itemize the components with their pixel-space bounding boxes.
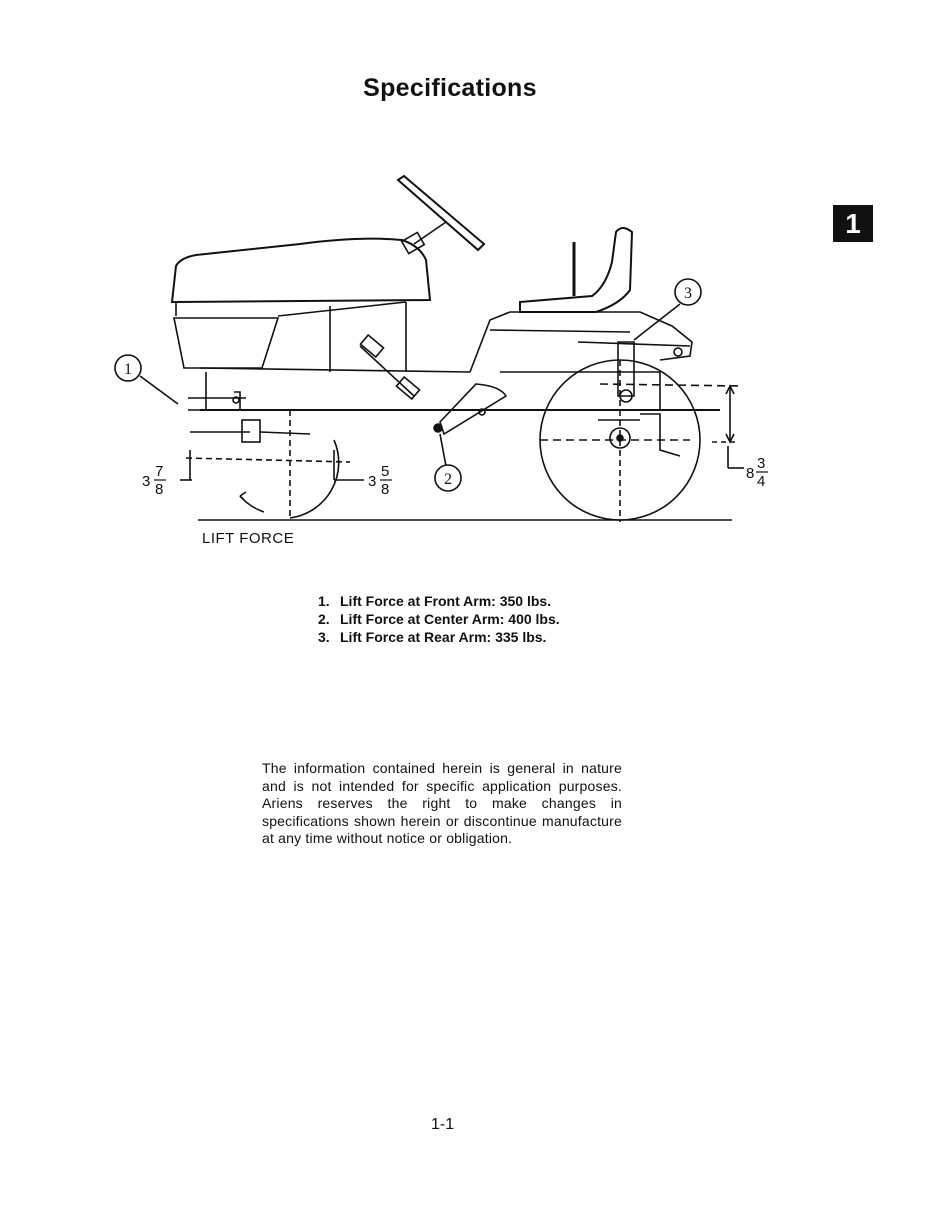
spec-item-number: 3. <box>318 629 330 645</box>
diagram-caption: LIFT FORCE <box>202 530 295 547</box>
callout-1-label: 1 <box>124 361 132 378</box>
dim-front-left-whole: 3 <box>142 473 151 490</box>
callout-3 <box>675 279 701 305</box>
dim-rear-num: 3 <box>757 455 766 472</box>
spec-item <box>318 610 560 628</box>
spec-item-text: Lift Force at Front Arm: 350 lbs. <box>340 593 552 609</box>
rear-lift-arm <box>618 342 634 396</box>
page-number: 1-1 <box>431 1116 455 1133</box>
callout-3-label: 3 <box>684 285 692 302</box>
dim-front-left-den: 8 <box>155 481 164 498</box>
dim-rear-whole: 8 <box>746 465 755 482</box>
spec-list <box>318 592 560 646</box>
seat <box>520 228 632 312</box>
tractor-lift-diagram <box>0 0 935 560</box>
spec-item-number: 1. <box>318 593 330 609</box>
tractor-hood <box>172 239 430 302</box>
spec-item <box>318 592 560 610</box>
steering-column <box>414 222 446 244</box>
spec-item-number: 2. <box>318 611 330 627</box>
page-title: Specifications <box>363 74 537 102</box>
callout-2-label: 2 <box>444 471 452 488</box>
callout-1 <box>115 355 141 381</box>
section-tab: 1 <box>833 205 873 242</box>
front-lift-arm <box>188 392 240 410</box>
steering-wheel <box>398 176 484 250</box>
dim-rear-den: 4 <box>757 473 766 490</box>
dim-front-right-num: 5 <box>381 463 390 480</box>
dim-front-right-den: 8 <box>381 481 390 498</box>
spec-item-text: Lift Force at Center Arm: 400 lbs. <box>340 611 560 627</box>
spec-item <box>318 628 560 646</box>
dim-front-left-num: 7 <box>155 463 164 480</box>
callout-2 <box>435 465 461 491</box>
disclaimer-paragraph: The information contained herein is general in nature and is not intended for specific application purposes. Ariens reserves the right to make changes in specifications shown herein or discontinue manufacture at any time without notice or obligation. <box>262 760 622 846</box>
spec-item-text: Lift Force at Rear Arm: 335 lbs. <box>340 629 547 645</box>
dim-front-right-whole: 3 <box>368 473 377 490</box>
